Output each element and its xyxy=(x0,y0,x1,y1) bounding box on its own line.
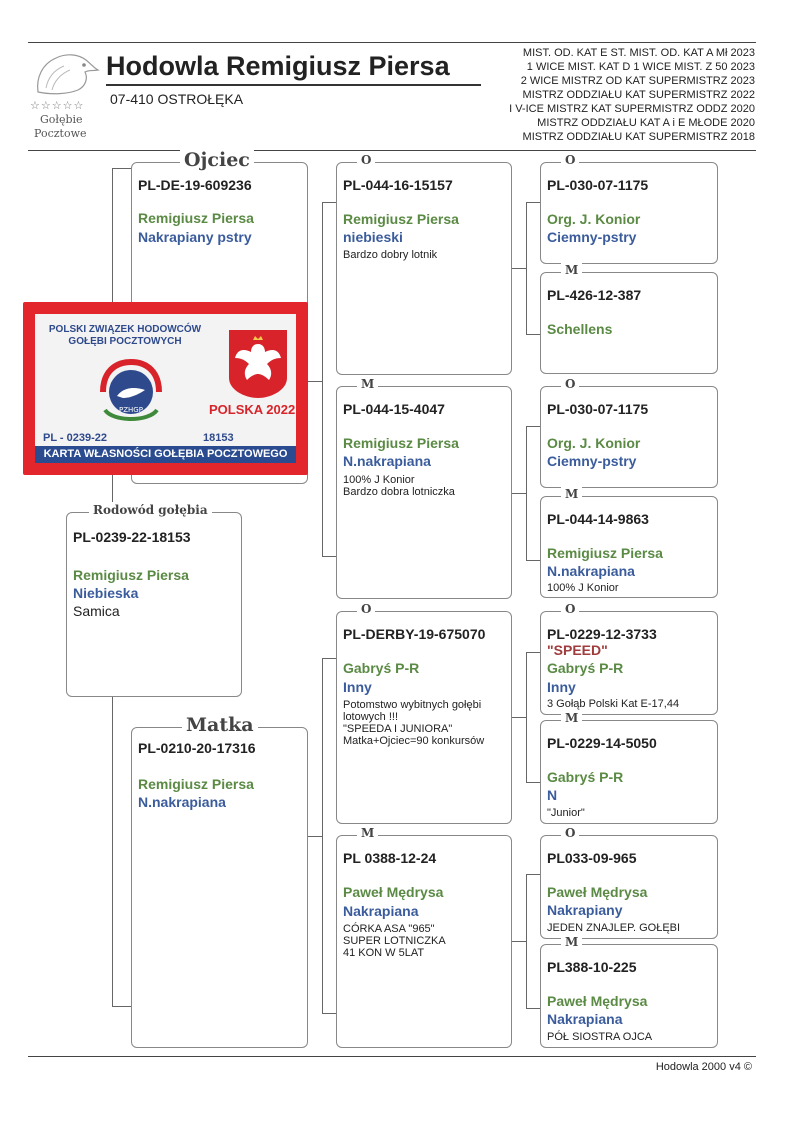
achievement: I V-ICE MISTRZ KAT SUPERMISTRZ ODDZ 2020 xyxy=(509,103,755,115)
owner-name: Remigiusz Piersa xyxy=(73,567,189,583)
pigeon-name: "SPEED" xyxy=(547,642,608,658)
logo xyxy=(28,48,104,144)
page-title: Hodowla Remigiusz Piersa xyxy=(106,51,450,81)
pigeon-color: Ciemny-pstry xyxy=(547,229,637,245)
achievement: MISTRZ ODDZIAŁU KAT SUPERMISTRZ 2018 xyxy=(522,131,755,143)
owner-name: Remigiusz Piersa xyxy=(138,210,254,226)
achievement: 2 WICE MISTRZ OD KAT SUPERMISTRZ 2023 xyxy=(520,75,755,87)
owner-name: Org. J. Konior xyxy=(547,211,641,227)
pigeon-color: N.nakrapiana xyxy=(138,794,226,810)
pigeon-color: Nakrapiany pstry xyxy=(138,229,252,245)
logo-text-line1: Gołębie xyxy=(40,113,83,126)
connector-line xyxy=(526,874,527,1008)
note-line: CÓRKA ASA "965" xyxy=(343,923,435,935)
ancestor-box[interactable] xyxy=(540,487,718,598)
pigeon-color: N xyxy=(547,787,558,803)
pigeon-notes xyxy=(547,698,679,710)
achievement: MISTRZ ODDZIAŁU KAT SUPERMISTRZ 2022 xyxy=(522,89,755,101)
subject-label: Rodowód gołębia xyxy=(89,502,212,518)
sex-label: O xyxy=(357,601,375,617)
sex-label: M xyxy=(561,486,582,502)
pigeon-notes xyxy=(343,474,455,498)
ring-number: PL-044-14-9863 xyxy=(547,511,649,527)
note-line: 41 KON W 5LAT xyxy=(343,947,425,959)
ancestor-box[interactable] xyxy=(540,826,718,939)
pigeon-notes xyxy=(547,807,585,819)
card-org-line: POLSKI ZWIĄZEK HODOWCÓW xyxy=(48,324,202,335)
footer-credit: Hodowla 2000 v4 © xyxy=(655,1061,752,1073)
connector-line xyxy=(526,202,540,203)
owner-name: Paweł Mędrysa xyxy=(343,884,444,900)
sex-label: M xyxy=(561,934,582,950)
note-line: Matka+Ojciec=90 konkursów xyxy=(343,735,485,747)
note-line: 100% J Konior xyxy=(343,474,415,486)
sex-label: M xyxy=(561,710,582,726)
subject-pigeon-box[interactable] xyxy=(66,503,242,697)
logo-stars: ☆☆☆☆☆ xyxy=(30,99,85,112)
card-country-year: POLSKA 2022 xyxy=(209,402,296,417)
pigeon-notes xyxy=(547,922,680,934)
connector-line xyxy=(512,941,526,942)
top-rule xyxy=(28,42,756,43)
owner-name: Remigiusz Piersa xyxy=(138,776,254,792)
owner-name: Gabryś P-R xyxy=(547,769,624,785)
pigeon-color: niebieski xyxy=(343,229,403,245)
mother-box[interactable] xyxy=(131,714,308,1048)
connector-line xyxy=(526,652,527,782)
ring-number: PL-0210-20-17316 xyxy=(138,740,256,756)
note-line: lotowych !!! xyxy=(343,711,399,723)
achievement: MIST. OD. KAT E ST. MIST. OD. KAT A Mł 2023 xyxy=(522,47,755,59)
mother-label: Matka xyxy=(182,714,258,736)
ring-number: PL-030-07-1175 xyxy=(547,177,649,193)
pigeon-color: Nakrapiany xyxy=(547,902,623,918)
maternal-grandmother-box[interactable] xyxy=(336,826,512,1048)
maternal-grandfather-box[interactable] xyxy=(336,602,512,824)
note-line: 100% J Konior xyxy=(547,582,619,594)
owner-name: Remigiusz Piersa xyxy=(343,211,459,227)
note-line: "Junior" xyxy=(547,807,585,819)
connector-line xyxy=(512,268,526,269)
owner-name: Paweł Mędrysa xyxy=(547,993,648,1009)
connector-line xyxy=(526,334,540,335)
ring-number: PL-DE-19-609236 xyxy=(138,177,252,193)
pigeon-notes xyxy=(547,1031,652,1043)
note-line: "SPEEDA I JUNIORA" xyxy=(343,723,453,735)
ancestor-box[interactable] xyxy=(540,377,718,488)
ring-number: PL-0229-12-3733 xyxy=(547,626,657,642)
sex-label: M xyxy=(357,376,378,392)
title-underline xyxy=(106,84,481,86)
sex-label: O xyxy=(357,152,375,168)
sex-label: O xyxy=(561,601,579,617)
owner-name: Remigiusz Piersa xyxy=(547,545,663,561)
connector-line xyxy=(322,202,336,203)
card-org-line: GOŁĘBI POCZTOWYCH xyxy=(68,336,182,347)
owner-name: Gabryś P-R xyxy=(547,660,624,676)
ring-number: PL 0388-12-24 xyxy=(343,850,437,866)
achievement: 1 WICE MIST. KAT D 1 WICE MIST. Z 50 2023 xyxy=(526,61,755,73)
ancestor-box[interactable] xyxy=(540,153,718,264)
owner-name: Paweł Mędrysa xyxy=(547,884,648,900)
connector-line xyxy=(308,381,322,382)
father-label: Ojciec xyxy=(180,149,254,171)
ring-number: PL033-09-965 xyxy=(547,850,637,866)
note-line: Bardzo dobra lotniczka xyxy=(343,486,455,498)
owner-name: Org. J. Konior xyxy=(547,435,641,451)
sex-label: M xyxy=(357,825,378,841)
connector-line xyxy=(322,658,323,1014)
connector-line xyxy=(526,1008,540,1009)
ring-number: PL-044-15-4047 xyxy=(343,401,445,417)
card-title-bar: KARTA WŁASNOŚCI GOŁĘBIA POCZTOWEGO xyxy=(35,446,296,463)
connector-line xyxy=(322,658,336,659)
note-line: Potomstwo wybitnych gołębi xyxy=(343,699,482,711)
pigeon-color: Niebieska xyxy=(73,585,139,601)
connector-line xyxy=(322,1013,336,1014)
connector-line xyxy=(526,426,540,427)
footer-rule xyxy=(28,1056,756,1057)
sex-label: O xyxy=(561,376,579,392)
pigeon-color: N.nakrapiana xyxy=(343,453,431,469)
ancestor-box[interactable] xyxy=(540,935,718,1048)
pigeon-notes xyxy=(343,249,437,261)
connector-line xyxy=(512,493,526,494)
connector-line xyxy=(112,168,132,169)
connector-line xyxy=(112,697,113,1007)
ownership-card[interactable] xyxy=(23,302,308,475)
logo-text-line2: Pocztowe xyxy=(34,127,87,140)
sex-label: O xyxy=(561,152,579,168)
connector-line xyxy=(526,426,527,560)
ring-number: PL-0229-14-5050 xyxy=(547,735,657,751)
pigeon-notes xyxy=(343,699,484,747)
note-line: SUPER LOTNICZKA xyxy=(343,935,446,947)
achievements-list xyxy=(509,46,755,144)
breeder-city: 07-410 OSTROŁĘKA xyxy=(110,91,244,107)
paternal-grandmother-box[interactable] xyxy=(336,377,512,599)
ring-number: PL388-10-225 xyxy=(547,959,637,975)
connector-line xyxy=(322,202,323,556)
ancestor-box[interactable] xyxy=(540,711,718,824)
card-org-name xyxy=(35,324,215,348)
pigeon-color: N.nakrapiana xyxy=(547,563,635,579)
sex-label: O xyxy=(561,825,579,841)
achievement: MISTRZ ODDZIAŁU KAT A i E MŁODE 2020 xyxy=(537,117,755,129)
ring-number: PL-030-07-1175 xyxy=(547,401,649,417)
pigeon-notes xyxy=(547,582,619,594)
connector-line xyxy=(526,652,540,653)
pigeon-color: Ciemny-pstry xyxy=(547,453,637,469)
ring-number: PL-426-12-387 xyxy=(547,287,642,303)
card-ring-number: 18153 xyxy=(203,432,234,444)
pigeon-notes xyxy=(343,923,446,959)
paternal-grandfather-box[interactable] xyxy=(336,153,512,375)
owner-name: Remigiusz Piersa xyxy=(343,435,459,451)
connector-line xyxy=(526,202,527,334)
ring-number: PL-044-16-15157 xyxy=(343,177,453,193)
connector-line xyxy=(526,874,540,875)
owner-name: Gabryś P-R xyxy=(343,660,420,676)
pigeon-color: Nakrapiana xyxy=(547,1011,623,1027)
header-bottom-rule xyxy=(28,150,756,151)
owner-name: Schellens xyxy=(547,321,613,337)
connector-line xyxy=(112,1006,132,1007)
connector-line xyxy=(308,836,322,837)
note-line: PÓŁ SIOSTRA OJCA xyxy=(547,1031,653,1043)
pigeon-color: Nakrapiana xyxy=(343,903,419,919)
note-line: JEDEN ZNAJLEP. GOŁĘBI xyxy=(547,922,681,934)
pigeon-sex: Samica xyxy=(73,603,120,619)
connector-line xyxy=(526,782,540,783)
pigeon-color: Inny xyxy=(547,679,576,695)
sex-label: M xyxy=(561,262,582,278)
connector-line xyxy=(322,556,336,557)
connector-line xyxy=(512,717,526,718)
note-line: Bardzo dobry lotnik xyxy=(343,249,438,261)
card-inner xyxy=(35,314,296,463)
ancestor-box[interactable] xyxy=(540,602,718,715)
polish-eagle-icon xyxy=(225,328,291,400)
pigeon-color: Inny xyxy=(343,679,372,695)
ring-number: PL-DERBY-19-675070 xyxy=(343,626,486,642)
pzhgp-badge-icon xyxy=(93,352,169,428)
ancestor-box[interactable] xyxy=(540,263,718,374)
note-line: 3 Gołąb Polski Kat E-17,44 xyxy=(547,698,680,710)
badge-text: PZHGP xyxy=(119,406,143,414)
connector-line xyxy=(526,560,540,561)
ring-number: PL-0239-22-18153 xyxy=(73,529,191,545)
card-ring-prefix: PL - 0239-22 xyxy=(43,432,108,444)
pigeon-logo-icon xyxy=(28,48,104,100)
